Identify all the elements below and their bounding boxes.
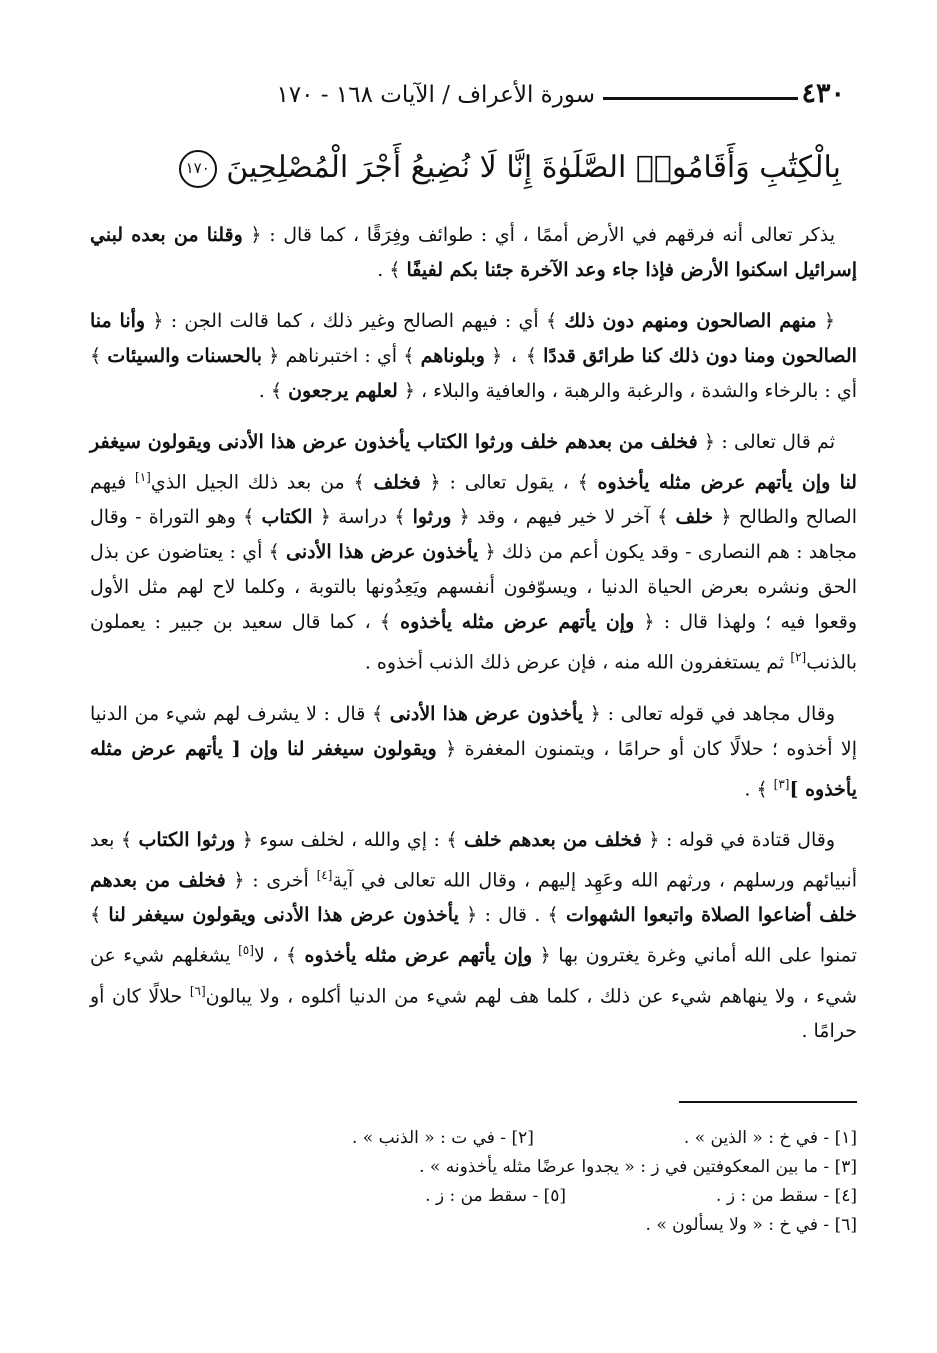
commentary-text: ﴾ من بعد ذلك الجيل الذي <box>150 471 374 494</box>
footnote-number: [٤] <box>834 1186 857 1206</box>
footnote-3: [٣] - ما بين المعكوفتين في ز : « يجدوا عرضًا مثله يأخذونه » . <box>419 1157 857 1177</box>
quran-quote: منهم الصالحون ومنهم دون ذلك <box>564 310 817 332</box>
footnote-line <box>157 1124 857 1153</box>
footnote-line <box>157 1182 857 1211</box>
paragraph <box>90 823 857 1049</box>
ornate-bracket: ﴿ <box>634 611 655 634</box>
commentary-text: ﴾ آخر لا خير فيهم ، وقد <box>469 506 676 529</box>
quran-quote: بالحسنات والسيئات <box>107 345 262 367</box>
commentary-text: ﴾ قال : لا يشرف لهم شيء من الدنيا إلا أخذوه ؛ حلالًا كان أو حرامًا ، ويتمنون المغفرة <box>90 702 857 760</box>
commentary-text: ﴾ . قال : <box>477 904 566 927</box>
verse-text: بِالْكِتَٰبِ وَأَقَامُوا۟ الصَّلَوٰةَ إِنَّا لَا نُضِيعُ أَجْرَ الْمُصْلِحِينَ <box>226 150 841 185</box>
ornate-bracket: ﴿ <box>242 224 262 246</box>
footnote-number: [٣] <box>834 1157 857 1177</box>
commentary-text: ﴾ تمنوا على الله أماني وغرة يغترون بها <box>90 904 857 967</box>
footnote-text: في ت : « الذنب » . <box>352 1128 495 1148</box>
footnote-reference: [١] <box>135 470 151 484</box>
quran-quote: وإن يأتهم عرض مثله يأخذوه <box>400 611 635 634</box>
ornate-bracket: ﴿ <box>484 345 503 367</box>
footnote-number: [٦] <box>834 1215 857 1235</box>
commentary-text: ﴾ وهو التوراة - وقال مجاهد : هم النصارى - وقد يكون أعم من ذلك <box>90 506 857 564</box>
commentary-text: ﴾ أي : فيهم الصالح وغير ذلك ، كما قالت الجن : <box>163 310 565 332</box>
quran-quote: وبلوناهم <box>420 345 485 367</box>
footnote-text: في خ : « الذين » . <box>683 1128 819 1148</box>
commentary-text: ﴾ أي : اختبرناهم <box>279 345 421 367</box>
quran-quote: فخلف من بعدهم خلف ورثوا الكتاب يأخذون عرض هذا الأدنى ويقولون سيغفر لنا وإن يأتهم عرض مثله يأخذوه <box>90 431 857 494</box>
ornate-bracket: ﴿ <box>397 380 415 402</box>
ornate-bracket: ﴿ <box>532 944 551 967</box>
commentary-text: يذكر تعالى أنه فرقهم في الأرض أممًا ، أي : طوائف وفِرَقًا ، كما قال : <box>261 224 835 246</box>
commentary-text: ﴾ : إي والله ، لخلف سوء <box>252 828 464 851</box>
commentary-text: ثم يستغفرون الله منه ، فإن عرض ذلك الذنب أخذوه . <box>364 651 791 674</box>
quran-quote: الكتاب <box>261 506 313 529</box>
footnote-text: في خ : « ولا يسألون » . <box>645 1215 819 1235</box>
ornate-bracket: ﴾ . <box>377 259 407 281</box>
quran-quote: ورثوا <box>412 506 452 529</box>
quran-quote: يأخذون عرض هذا الأدنى <box>286 541 479 564</box>
ornate-bracket: ﴿ <box>458 904 478 927</box>
footnote-rule <box>679 1101 857 1103</box>
quran-quote: ورثوا الكتاب <box>138 828 236 851</box>
footnote-reference: [٥] <box>238 943 254 958</box>
ornate-bracket: ﴿ <box>713 506 732 529</box>
quran-verse <box>120 138 841 198</box>
footnote-line <box>157 1211 857 1240</box>
paragraph <box>90 218 857 288</box>
body-text <box>90 218 857 1065</box>
footnote-number: [١] <box>834 1128 857 1148</box>
footnote-number: [٥] <box>543 1186 567 1206</box>
footnote-text: سقط من : ز . <box>716 1186 819 1206</box>
footnote-reference: [٤] <box>316 867 333 882</box>
ornate-bracket: ﴾ . <box>744 777 774 800</box>
footnote-number: [٢] <box>511 1128 534 1148</box>
footnote-text: ما بين المعكوفتين في ز : « يجدوا عرضًا مثله يأخذونه » . <box>419 1157 819 1177</box>
commentary-text: فيهم الصالح والطالح <box>90 471 857 529</box>
quran-quote: ويقولون سيغفر لنا وإن [ يأتهم عرض مثله يأخذوه ] <box>90 737 857 800</box>
ornate-bracket: ﴿ <box>641 828 660 851</box>
footnote-reference: [٣] <box>773 776 790 791</box>
commentary-text: وقال مجاهد في قوله تعالى : <box>600 702 836 725</box>
footnote-2: [٢] - في ت : « الذنب » . <box>352 1128 534 1148</box>
ornate-bracket: ﴿ <box>583 702 601 725</box>
footnote-line <box>157 1153 857 1182</box>
ornate-bracket: ﴿ <box>261 345 280 367</box>
commentary-text: ﴾ ، يقول تعالى : <box>440 471 598 494</box>
commentary-text: ﴾ ، <box>502 345 544 367</box>
commentary-text: ﴾ بعد أنبيائهم ورسلهم ، ورثهم الله وعَهِد إليهم ، وقال الله تعالى في آية <box>90 828 857 892</box>
header-rule <box>603 97 798 100</box>
footnote-text: سقط من : ز . <box>425 1186 528 1206</box>
ornate-bracket: ﴿ <box>235 828 253 851</box>
footnote-6: [٦] - في خ : « ولا يسألون » . <box>645 1215 857 1235</box>
running-head: سورة الأعراف / الآيات ١٦٨ - ١٧٠ <box>276 82 595 108</box>
verse-number-marker: ١٧٠ <box>179 150 217 188</box>
quran-quote: فخلف <box>373 471 421 494</box>
commentary-text: ﴾ ، لا <box>253 944 305 967</box>
ornate-bracket: ﴿ <box>436 737 457 760</box>
ornate-bracket: ﴿ <box>478 541 496 564</box>
quran-quote: يأخذون عرض هذا الأدنى ويقولون سيغفر لنا <box>108 904 459 927</box>
commentary-text: يشغلهم شيء عن شيء ، ولا ينهاهم شيء عن ذلك ، كلما هف لهم شيء من الدنيا أكلوه ، ولا يبالون <box>90 944 857 1007</box>
ornate-bracket: ﴿ <box>451 506 470 529</box>
quran-quote: فخلف من بعدهم خلف أضاعوا الصلاة واتبعوا الشهوات <box>90 869 857 927</box>
ornate-bracket: ﴿ <box>816 310 835 332</box>
commentary-text: وقال قتادة في قوله : <box>659 828 835 851</box>
footnote-reference: [٦] <box>189 983 206 998</box>
ornate-bracket: ﴿ <box>312 506 331 529</box>
quran-quote: يأخذون عرض هذا الأدنى <box>389 702 584 725</box>
footnote-4: [٤] - سقط من : ز . <box>716 1186 857 1206</box>
footnote-1: [١] - في خ : « الذين » . <box>683 1128 857 1148</box>
ornate-bracket: ﴾ . <box>258 380 289 402</box>
footnote-5: [٥] - سقط من : ز . <box>425 1186 567 1206</box>
ornate-bracket: ﴿ <box>697 431 716 453</box>
ornate-bracket: ﴿ <box>225 869 245 892</box>
quran-quote: فخلف من بعدهم خلف <box>463 828 642 851</box>
commentary-text: أخرى : <box>244 869 317 892</box>
commentary-text: ﴾ أي : يعتاضون عن بذل الحق ونشره بعرض الحياة الدنيا ، ويسوّفون أنفسهم ويَعِدُونها بالتوبة ، وكلما لاح لهم مثل الأول وقعوا فيه ؛ ولهذا قال : <box>90 541 857 634</box>
quran-quote: وإن يأتهم عرض مثله يأخذوه <box>304 944 533 967</box>
paragraph <box>90 697 857 807</box>
commentary-text: ﴾ أي : بالرخاء والشدة ، والرغبة والرهبة ، والعافية والبلاء ، <box>90 345 857 402</box>
footnote-reference: [٢] <box>790 650 807 665</box>
quran-quote: وقلنا من بعده لبني إسرائيل اسكنوا الأرض فإذا جاء وعد الآخرة جئنا بكم لفيفًا <box>90 224 857 281</box>
ornate-bracket: ﴿ <box>145 310 164 332</box>
quran-quote: وأنا منا الصالحون ومنا دون ذلك كنا طرائق قددًا <box>90 310 857 367</box>
commentary-text: ثم قال تعالى : <box>715 431 835 453</box>
commentary-text: حلالًا كان أو حرامًا . <box>90 984 857 1042</box>
page-number: ٤٣٠ <box>801 78 845 109</box>
quran-quote: لعلهم يرجعون <box>288 380 398 402</box>
quran-quote: خلف <box>675 506 714 529</box>
footnotes <box>157 1124 857 1240</box>
paragraph <box>90 304 857 409</box>
paragraph <box>90 425 857 681</box>
ornate-bracket: ﴿ <box>420 471 441 494</box>
commentary-text: ﴾ دراسة <box>330 506 413 529</box>
commentary-text: ﴾ ، كما قال سعيد بن جبير : يعملون بالذنب <box>90 611 857 674</box>
